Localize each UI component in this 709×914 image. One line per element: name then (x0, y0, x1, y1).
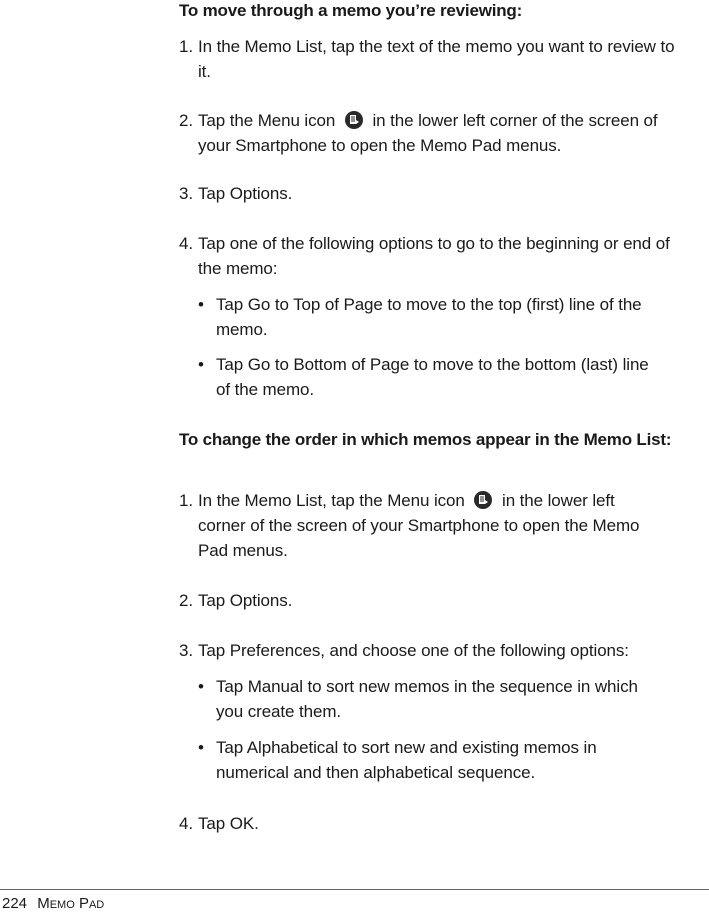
bullet-item (198, 352, 660, 402)
section-heading-move-through-memo: To move through a memo you’re reviewing: (179, 1, 523, 20)
step-number: 4. (179, 814, 193, 833)
step-4 (179, 811, 679, 836)
step-number: 3. (179, 184, 193, 203)
step-2 (179, 588, 679, 613)
step-text (198, 108, 679, 158)
step-text: Tap OK. (198, 814, 259, 833)
step-text (198, 488, 644, 563)
step-text-before: In the Memo List, tap the Menu icon (198, 491, 470, 510)
bullet-text: Tap Go to Top of Page to move to the top (first) line of the memo. (216, 295, 642, 339)
step-number: 2. (179, 591, 193, 610)
bullet-item (198, 292, 660, 342)
step-text: Tap Preferences, and choose one of the following options: (198, 641, 629, 660)
step-number: 3. (179, 641, 193, 660)
step-text: Tap one of the following options to go to the beginning or end of the memo: (198, 234, 670, 278)
menu-icon (473, 490, 493, 510)
step-3 (179, 638, 679, 663)
page-number: 224 (2, 895, 28, 912)
step-2 (179, 108, 679, 158)
footer-divider (0, 889, 709, 890)
step-text-before: Tap the Menu icon (198, 111, 340, 130)
bullet-item (198, 735, 654, 785)
bullet-text: Tap Manual to sort new memos in the sequence in which you create them. (216, 677, 638, 721)
bullet-item (198, 674, 654, 724)
section-title-m: M (37, 895, 50, 912)
bullet-dot: • (198, 295, 204, 314)
step-4 (179, 231, 679, 281)
section-title-p: P (78, 895, 89, 912)
step-1 (179, 34, 679, 84)
section-title (37, 895, 104, 912)
bullet-dot: • (198, 355, 204, 374)
step-text-after: in the lower left corner of the screen of your Smartphone to open the Memo Pad menus. (198, 111, 658, 155)
step-text-after: in the lower left corner of the screen of your Smartphone to open the Memo Pad menus. (198, 491, 640, 560)
step-number: 1. (179, 37, 193, 56)
bullet-text: Tap Go to Bottom of Page to move to the bottom (last) line of the memo. (216, 355, 649, 399)
step-number: 4. (179, 234, 193, 253)
step-1 (179, 488, 644, 563)
bullet-dot: • (198, 677, 204, 696)
bullet-dot: • (198, 738, 204, 757)
step-number: 2. (179, 111, 193, 130)
step-text: Tap Options. (198, 591, 293, 610)
page-footer (2, 894, 104, 914)
step-number: 1. (179, 491, 193, 510)
bullet-text: Tap Alphabetical to sort new and existing memos in numerical and then alphabetical sequence. (216, 738, 597, 782)
section-title-ad: AD (88, 899, 105, 911)
step-3 (179, 181, 679, 206)
step-text: In the Memo List, tap the text of the memo you want to review to it. (198, 37, 675, 81)
section-heading-change-order: To change the order in which memos appear in the Memo List: (179, 430, 672, 449)
step-text: Tap Options. (198, 184, 293, 203)
section-title-emo: EMO (49, 899, 75, 911)
menu-icon (344, 110, 364, 130)
